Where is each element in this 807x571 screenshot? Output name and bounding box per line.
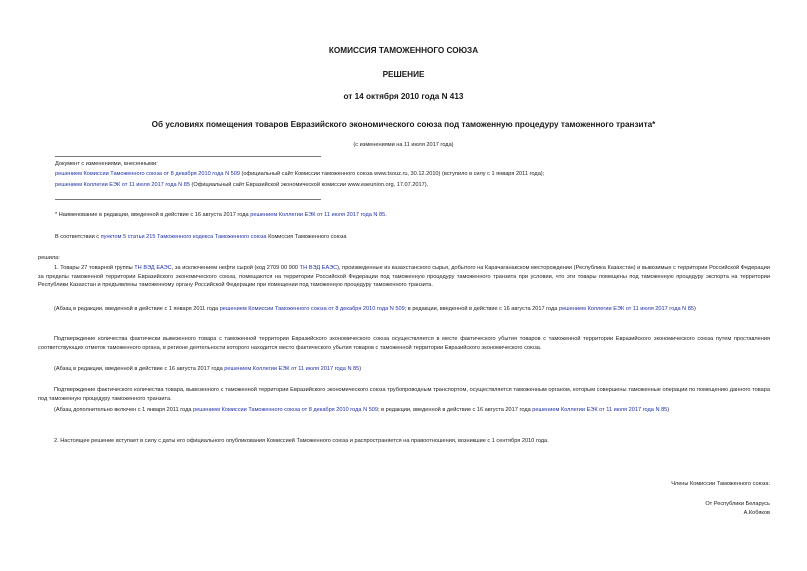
decided-label: решила: bbox=[38, 255, 60, 261]
divider-footnote bbox=[55, 199, 321, 200]
link-footnote-85[interactable]: решением Коллегии ЕЭК от 11 июля 2017 года N 85 bbox=[250, 212, 386, 218]
link-p2-decision-85[interactable]: решением Коллегии ЕЭК от 11 июля 2017 года N 85 bbox=[224, 366, 360, 372]
link-decision-509[interactable]: решением Комиссии Таможенного союза от 8 декабря 2010 года N 509 bbox=[55, 171, 240, 177]
link-p1-decision-85[interactable]: решением Коллегии ЕЭК от 11 июля 2017 года N 85 bbox=[558, 306, 694, 312]
preamble: В соответствии с пунктом 5 статьи 215 Таможенного кодекса Таможенного союза Комиссия Таможенного союза bbox=[55, 234, 347, 240]
paragraph-2: Подтверждение количества фактически вывезенного товара с таможенной территории Евразийского экономического союза осуществляется в месте фактического убытия товаров с таможенной территории Евразийского экономического союза путем проставления соответствующих отметок таможенного органа, в регионе деятельности которого находится место фактического убытия товаров с таможенной территории Евразийского экономического союза. bbox=[38, 336, 770, 351]
link-p3-decision-85[interactable]: решением Коллегии ЕЭК от 11 июля 2017 года N 85 bbox=[532, 407, 668, 413]
changes-intro: Документ с изменениями, внесенными: bbox=[55, 161, 158, 167]
date-heading: от 14 октября 2010 года N 413 bbox=[343, 92, 464, 101]
paragraph-3-note: (Абзац дополнительно включен с 1 января 2011 года решением Комиссии Таможенного союза от 8 декабря 2010 года N 509; в редакции, введенной в действие с 16 августа 2017 года решением Коллегии ЕЭК от 11 июля 2017 года N 85) bbox=[54, 407, 670, 413]
paragraph-3: Подтверждение фактического количества товара, вывезенного с таможенной территории Евразийского экономического союза трубопроводным транспортом, осуществляется таможенным органом, которым совершены таможенные операции по помещению данного товара под таможенную процедуру таможенного транзита. bbox=[38, 387, 770, 402]
document-title: Об условиях помещения товаров Евразийского экономического союза под таможенную процедуру таможенного транзита* bbox=[151, 120, 656, 129]
changes-item-1: решением Комиссии Таможенного союза от 8 декабря 2010 года N 509 (официальный сайт Комиссии таможенного союза www.tsouz.ru, 30.12.2010) (вступило в силу с 1 января 2011 года); bbox=[55, 171, 545, 177]
amendment-note: (с изменениями на 11 июля 2017 года) bbox=[353, 142, 454, 148]
divider-top bbox=[55, 156, 321, 157]
paragraph-2-note: (Абзац в редакции, введенной в действие с 16 августа 2017 года решением Коллегии ЕЭК от 11 июля 2017 года N 85) bbox=[54, 366, 362, 372]
signature-members: Члены Комиссии Таможенного союза: bbox=[671, 481, 770, 487]
link-tn-ved-1[interactable]: ТН ВЭД ЕАЭС bbox=[134, 265, 172, 271]
link-customs-code-art215[interactable]: пунктом 5 статьи 215 Таможенного кодекса Таможенного союза bbox=[100, 234, 267, 240]
link-tn-ved-2[interactable]: ТН ВЭД ЕАЭС bbox=[299, 265, 338, 271]
paragraph-1: 1. Товары 27 товарной группы ТН ВЭД ЕАЭС, за исключением нефти сырой (код 2709 00 900 ТН ВЭД ЕАЭС), произведенные из казахстанского сырья, добытого на Карачаганакском месторождении (Республика Казахстан) и вывозимые с территории Российской Федерации за пределы таможенной территории Евразийского экономического союза, помещаются на территории Российской Федерации под таможенную процедуру таможенного транзита при условии, что эти товары помещены под таможенную процедуру экспорта на территории Республики Казахстан и предъявлены таможенному органу Российской Федерации при помещении под таможенную процедуру таможенного транзита. bbox=[38, 265, 770, 289]
paragraph-4: 2. Настоящее решение вступает в силу с даты его официального опубликования Комиссией Таможенного союза и распространяется на правоотношения, возникшие с 1 сентября 2010 года. bbox=[54, 438, 549, 444]
doc-type-heading: РЕШЕНИЕ bbox=[382, 70, 425, 79]
paragraph-1-note: (Абзац в редакции, введенной в действие с 1 января 2011 года решением Комиссии Таможенного союза от 8 декабря 2010 года N 509; в редакции, введенной в действие с 16 августа 2017 года решением Коллегии ЕЭК от 11 июля 2017 года N 85) bbox=[54, 306, 696, 312]
signature-name: А.Кобяков bbox=[743, 510, 770, 516]
link-p3-decision-509[interactable]: решением Комиссии Таможенного союза от 8 декабря 2010 года N 509 bbox=[193, 407, 379, 413]
changes-item-2: решением Коллегии ЕЭК от 11 июля 2017 года N 85 (Официальный сайт Евразийской экономической комиссии www.eaeunion.org, 17.07.2017). bbox=[55, 182, 429, 188]
link-decision-85[interactable]: решением Коллегии ЕЭК от 11 июля 2017 года N 85 bbox=[55, 182, 190, 188]
signature-country: От Республики Беларусь bbox=[705, 501, 770, 507]
link-p1-decision-509[interactable]: решением Комиссии Таможенного союза от 8 декабря 2010 года N 509 bbox=[219, 306, 405, 312]
org-heading: КОМИССИЯ ТАМОЖЕННОГО СОЮЗА bbox=[328, 46, 479, 55]
footnote: * Наименование в редакции, введенной в действие с 16 августа 2017 года решением Коллегии ЕЭК от 11 июля 2017 года N 85. bbox=[55, 212, 387, 218]
